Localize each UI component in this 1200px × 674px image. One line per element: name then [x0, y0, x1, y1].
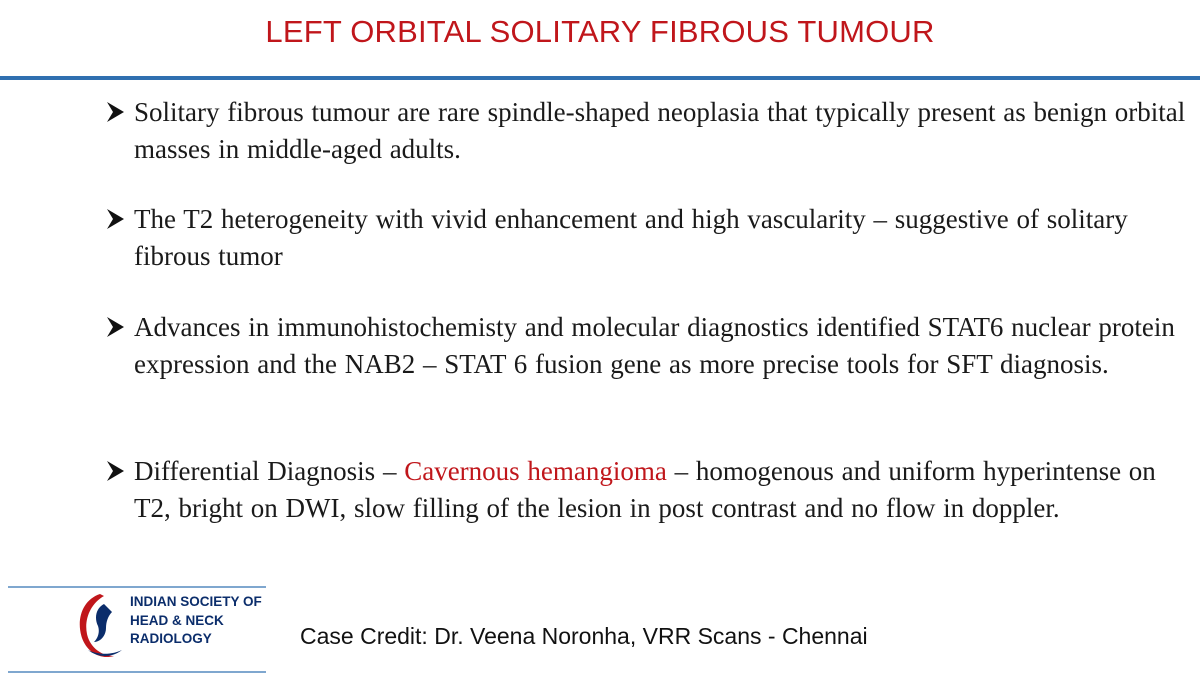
arrow-bullet-icon [104, 206, 128, 232]
bullet-item [104, 201, 1194, 274]
bullet-text: Solitary fibrous tumour are rare spindle-shaped neoplasia that typically present as benign orbital masses in middle-aged adults. [134, 97, 1186, 164]
arrow-bullet-icon [104, 314, 128, 340]
bullet-item [104, 453, 1194, 526]
society-name-line: HEAD & NECK [130, 612, 224, 628]
bullet-prefix: Differential Diagnosis – [134, 456, 405, 486]
case-credit: Case Credit: Dr. Veena Noronha, VRR Scans - Chennai [300, 623, 868, 649]
bullet-text: Advances in immunohistochemisty and molecular diagnostics identified STAT6 nuclear protein expression and the NAB2 – STAT 6 fusion gene as more precise tools for SFT diagnosis. [134, 312, 1175, 379]
differential-highlight: Cavernous hemangioma [404, 456, 667, 486]
arrow-bullet-icon [104, 458, 128, 484]
arrow-bullet-icon [104, 99, 128, 125]
bullet-text: The T2 heterogeneity with vivid enhancement and high vascularity – suggestive of solitary fibrous tumor [134, 204, 1128, 271]
logo-divider-bottom [8, 671, 266, 673]
society-name [130, 593, 262, 649]
bullet-item [104, 309, 1194, 382]
bullet-item [104, 94, 1194, 167]
society-logo-icon [74, 590, 126, 664]
slide-title: LEFT ORBITAL SOLITARY FIBROUS TUMOUR [265, 14, 935, 49]
logo-divider-top [8, 586, 266, 588]
society-name-line: RADIOLOGY [130, 631, 212, 646]
bullet-suffix: – homogenous and uniform hyperintense on T2, bright on DWI, slow filling of the lesion in post contrast and no flow in doppler. [134, 456, 1156, 523]
society-name-line: INDIAN SOCIETY OF [130, 594, 262, 609]
title-divider [0, 76, 1200, 80]
